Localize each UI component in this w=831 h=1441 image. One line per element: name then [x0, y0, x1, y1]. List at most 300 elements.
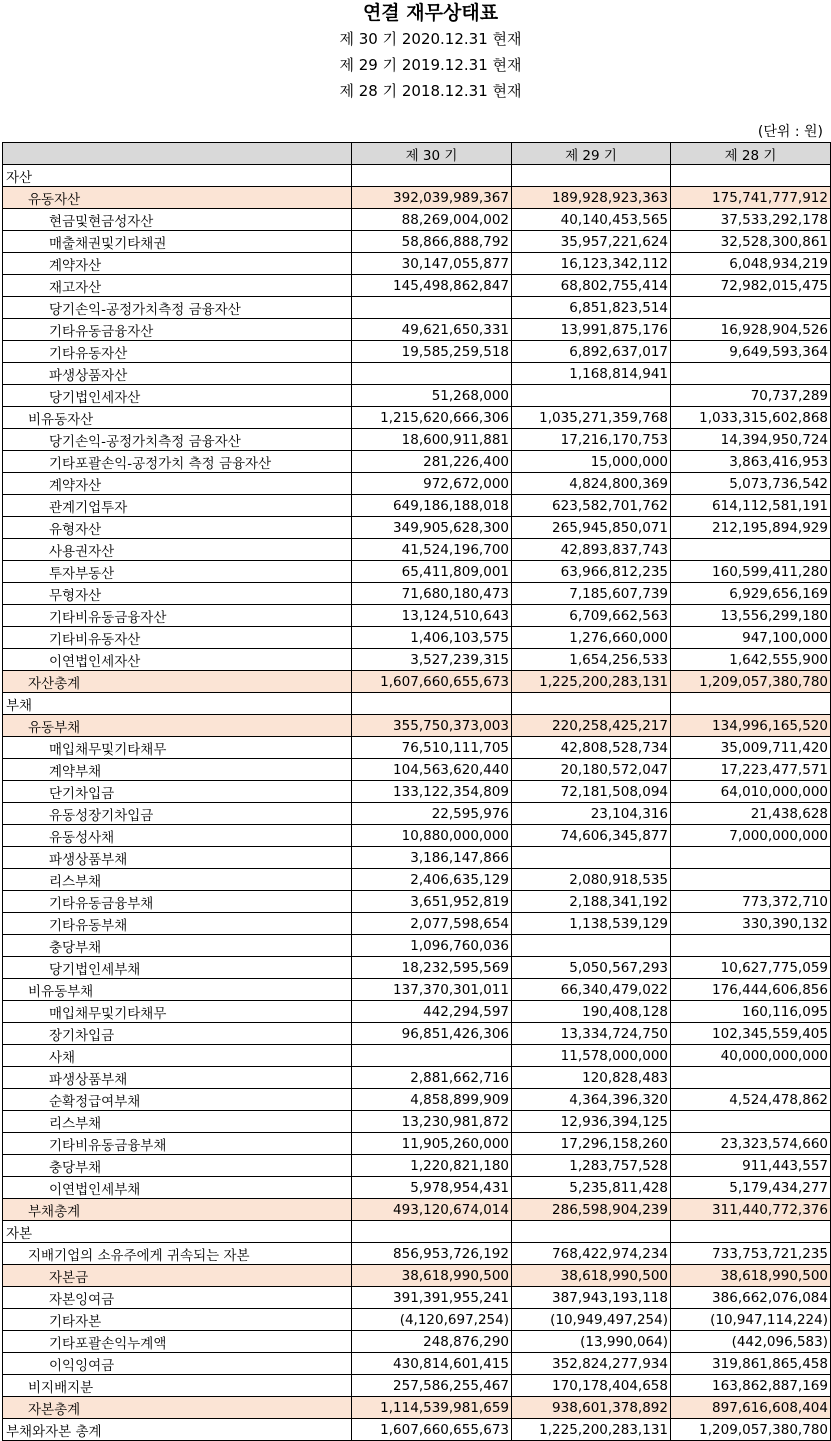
- account-label: 충당부채: [3, 1155, 352, 1177]
- account-label: 유동자산: [3, 187, 352, 209]
- table-row: [3, 627, 831, 649]
- value-period-28: [671, 693, 831, 715]
- value-period-29: 12,936,394,125: [512, 1111, 671, 1133]
- header-period-30: 제 30 기: [352, 143, 512, 165]
- value-period-29: 17,216,170,753: [512, 429, 671, 451]
- value-period-28: 35,009,711,420: [671, 737, 831, 759]
- value-period-30: 493,120,674,014: [352, 1199, 512, 1221]
- account-label: 자본금: [3, 1265, 352, 1287]
- value-period-29: 63,966,812,235: [512, 561, 671, 583]
- account-label: 이연법인세자산: [3, 649, 352, 671]
- value-period-30: 1,215,620,666,306: [352, 407, 512, 429]
- value-period-28: [671, 1221, 831, 1243]
- table-row: [3, 957, 831, 979]
- value-period-28: 14,394,950,724: [671, 429, 831, 451]
- table-row: [3, 693, 831, 715]
- account-label: 파생상품부채: [3, 847, 352, 869]
- value-period-28: 23,323,574,660: [671, 1133, 831, 1155]
- value-period-28: 4,524,478,862: [671, 1089, 831, 1111]
- value-period-28: 614,112,581,191: [671, 495, 831, 517]
- table-row: [3, 1067, 831, 1089]
- value-period-29: (13,990,064): [512, 1331, 671, 1353]
- period-line-29: 제 29 기 2019.12.31 현재: [339, 56, 522, 74]
- table-row: [3, 1353, 831, 1375]
- value-period-28: 134,996,165,520: [671, 715, 831, 737]
- table-row: [3, 253, 831, 275]
- value-period-29: 1,035,271,359,768: [512, 407, 671, 429]
- table-row: [3, 1089, 831, 1111]
- table-row: [3, 385, 831, 407]
- value-period-30: [352, 165, 512, 187]
- value-period-30: 38,618,990,500: [352, 1265, 512, 1287]
- value-period-29: 13,991,875,176: [512, 319, 671, 341]
- value-period-29: 1,168,814,941: [512, 363, 671, 385]
- value-period-28: 13,556,299,180: [671, 605, 831, 627]
- value-period-30: 19,585,259,518: [352, 341, 512, 363]
- value-period-28: 1,209,057,380,780: [671, 671, 831, 693]
- table-row: [3, 803, 831, 825]
- account-label: 투자부동산: [3, 561, 352, 583]
- value-period-30: 96,851,426,306: [352, 1023, 512, 1045]
- table-row: [3, 1265, 831, 1287]
- value-period-30: 1,114,539,981,659: [352, 1397, 512, 1419]
- value-period-28: 21,438,628: [671, 803, 831, 825]
- account-label: 파생상품자산: [3, 363, 352, 385]
- value-period-28: [671, 1111, 831, 1133]
- value-period-30: 1,406,103,575: [352, 627, 512, 649]
- value-period-28: 160,599,411,280: [671, 561, 831, 583]
- value-period-28: 176,444,606,856: [671, 979, 831, 1001]
- account-label: 비유동자산: [3, 407, 352, 429]
- account-label: 매입채무및기타채무: [3, 737, 352, 759]
- value-period-30: 1,096,760,036: [352, 935, 512, 957]
- value-period-28: 897,616,608,404: [671, 1397, 831, 1419]
- account-label: 유동성사채: [3, 825, 352, 847]
- table-row: [3, 715, 831, 737]
- account-label: 기타비유동자산: [3, 627, 352, 649]
- account-label: 기타유동금융자산: [3, 319, 352, 341]
- table-row: [3, 1111, 831, 1133]
- value-period-28: 311,440,772,376: [671, 1199, 831, 1221]
- table-row: [3, 319, 831, 341]
- value-period-29: 5,050,567,293: [512, 957, 671, 979]
- value-period-29: 768,422,974,234: [512, 1243, 671, 1265]
- value-period-28: 175,741,777,912: [671, 187, 831, 209]
- account-label: 매출채권및기타채권: [3, 231, 352, 253]
- value-period-29: 20,180,572,047: [512, 759, 671, 781]
- value-period-30: 71,680,180,473: [352, 583, 512, 605]
- value-period-28: 212,195,894,929: [671, 517, 831, 539]
- value-period-29: 220,258,425,217: [512, 715, 671, 737]
- value-period-29: 6,709,662,563: [512, 605, 671, 627]
- value-period-29: 66,340,479,022: [512, 979, 671, 1001]
- value-period-29: 16,123,342,112: [512, 253, 671, 275]
- value-period-29: 35,957,221,624: [512, 231, 671, 253]
- account-label: 유형자산: [3, 517, 352, 539]
- value-period-30: [352, 363, 512, 385]
- value-period-29: [512, 693, 671, 715]
- table-row: [3, 1287, 831, 1309]
- value-period-30: 1,607,660,655,673: [352, 671, 512, 693]
- account-label: 당기손익-공정가치측정 금융자산: [3, 429, 352, 451]
- account-label: 장기차입금: [3, 1023, 352, 1045]
- table-row: [3, 517, 831, 539]
- value-period-29: 1,138,539,129: [512, 913, 671, 935]
- table-row: [3, 583, 831, 605]
- value-period-30: [352, 693, 512, 715]
- table-row: [3, 1045, 831, 1067]
- value-period-28: 6,929,656,169: [671, 583, 831, 605]
- value-period-29: 6,851,823,514: [512, 297, 671, 319]
- account-label: 비지배지분: [3, 1375, 352, 1397]
- table-row: [3, 1331, 831, 1353]
- value-period-29: 170,178,404,658: [512, 1375, 671, 1397]
- value-period-28: 5,073,736,542: [671, 473, 831, 495]
- value-period-28: 64,010,000,000: [671, 781, 831, 803]
- account-label: 이익잉여금: [3, 1353, 352, 1375]
- value-period-30: 13,230,981,872: [352, 1111, 512, 1133]
- value-period-28: 38,618,990,500: [671, 1265, 831, 1287]
- account-label: 유동성장기차입금: [3, 803, 352, 825]
- account-label: 부채총계: [3, 1199, 352, 1221]
- value-period-30: 1,607,660,655,673: [352, 1419, 512, 1441]
- header-period-29: 제 29 기: [512, 143, 671, 165]
- table-row: [3, 1023, 831, 1045]
- unit-label: (단위 : 원): [757, 124, 823, 140]
- table-row: [3, 913, 831, 935]
- value-period-28: 1,033,315,602,868: [671, 407, 831, 429]
- value-period-30: 137,370,301,011: [352, 979, 512, 1001]
- value-period-30: 13,124,510,643: [352, 605, 512, 627]
- value-period-30: 133,122,354,809: [352, 781, 512, 803]
- value-period-29: 17,296,158,260: [512, 1133, 671, 1155]
- value-period-30: 4,858,899,909: [352, 1089, 512, 1111]
- table-row: [3, 1397, 831, 1419]
- account-label: 무형자산: [3, 583, 352, 605]
- value-period-29: 938,601,378,892: [512, 1397, 671, 1419]
- value-period-30: [352, 297, 512, 319]
- value-period-28: 32,528,300,861: [671, 231, 831, 253]
- value-period-30: 248,876,290: [352, 1331, 512, 1353]
- value-period-28: 1,209,057,380,780: [671, 1419, 831, 1441]
- value-period-30: 5,978,954,431: [352, 1177, 512, 1199]
- account-label: 순확정급여부채: [3, 1089, 352, 1111]
- statement-header: [0, 0, 831, 104]
- table-row: [3, 979, 831, 1001]
- value-period-28: 9,649,593,364: [671, 341, 831, 363]
- value-period-28: 17,223,477,571: [671, 759, 831, 781]
- value-period-28: [671, 869, 831, 891]
- value-period-29: 4,364,396,320: [512, 1089, 671, 1111]
- value-period-30: (4,120,697,254): [352, 1309, 512, 1331]
- value-period-28: 10,627,775,059: [671, 957, 831, 979]
- value-period-28: 163,862,887,169: [671, 1375, 831, 1397]
- table-row: [3, 209, 831, 231]
- value-period-30: 2,077,598,654: [352, 913, 512, 935]
- table-row: [3, 649, 831, 671]
- table-row: [3, 473, 831, 495]
- value-period-29: 2,080,918,535: [512, 869, 671, 891]
- period-line-28: 제 28 기 2018.12.31 현재: [339, 82, 522, 100]
- value-period-28: 947,100,000: [671, 627, 831, 649]
- table-row: [3, 671, 831, 693]
- value-period-30: 391,391,955,241: [352, 1287, 512, 1309]
- value-period-29: 7,185,607,739: [512, 583, 671, 605]
- value-period-28: [671, 847, 831, 869]
- account-label: 재고자산: [3, 275, 352, 297]
- value-period-30: 649,186,188,018: [352, 495, 512, 517]
- value-period-28: 102,345,559,405: [671, 1023, 831, 1045]
- value-period-30: 972,672,000: [352, 473, 512, 495]
- value-period-29: 265,945,850,071: [512, 517, 671, 539]
- value-period-29: 1,283,757,528: [512, 1155, 671, 1177]
- value-period-28: 5,179,434,277: [671, 1177, 831, 1199]
- value-period-28: 72,982,015,475: [671, 275, 831, 297]
- account-label: 당기법인세자산: [3, 385, 352, 407]
- table-row: [3, 869, 831, 891]
- value-period-29: 190,408,128: [512, 1001, 671, 1023]
- account-label: 사용권자산: [3, 539, 352, 561]
- value-period-28: [671, 539, 831, 561]
- account-label: 계약자산: [3, 473, 352, 495]
- value-period-30: 3,527,239,315: [352, 649, 512, 671]
- value-period-30: 41,524,196,700: [352, 539, 512, 561]
- value-period-30: 18,600,911,881: [352, 429, 512, 451]
- value-period-30: 88,269,004,002: [352, 209, 512, 231]
- period-line-30: 제 30 기 2020.12.31 현재: [339, 30, 522, 48]
- table-row: [3, 891, 831, 913]
- table-row: [3, 187, 831, 209]
- account-label: 기타비유동금융부채: [3, 1133, 352, 1155]
- value-period-28: 911,443,557: [671, 1155, 831, 1177]
- account-label: 자산총계: [3, 671, 352, 693]
- value-period-30: 51,268,000: [352, 385, 512, 407]
- value-period-29: 72,181,508,094: [512, 781, 671, 803]
- table-row: [3, 1243, 831, 1265]
- table-row: [3, 935, 831, 957]
- value-period-29: 1,225,200,283,131: [512, 671, 671, 693]
- account-label: 기타자본: [3, 1309, 352, 1331]
- value-period-28: 40,000,000,000: [671, 1045, 831, 1067]
- value-period-28: 1,642,555,900: [671, 649, 831, 671]
- table-row: [3, 341, 831, 363]
- table-row: [3, 539, 831, 561]
- account-label: 기타유동부채: [3, 913, 352, 935]
- value-period-28: 37,533,292,178: [671, 209, 831, 231]
- table-row: [3, 781, 831, 803]
- value-period-29: [512, 165, 671, 187]
- value-period-29: 1,225,200,283,131: [512, 1419, 671, 1441]
- statement-title: 연결 재무상태표: [362, 2, 499, 24]
- value-period-28: [671, 297, 831, 319]
- value-period-29: 13,334,724,750: [512, 1023, 671, 1045]
- account-label: 자본: [3, 1221, 352, 1243]
- value-period-30: 442,294,597: [352, 1001, 512, 1023]
- value-period-29: 38,618,990,500: [512, 1265, 671, 1287]
- value-period-29: [512, 847, 671, 869]
- value-period-28: 319,861,865,458: [671, 1353, 831, 1375]
- table-row: [3, 275, 831, 297]
- value-period-30: 257,586,255,467: [352, 1375, 512, 1397]
- value-period-29: 68,802,755,414: [512, 275, 671, 297]
- value-period-30: 3,186,147,866: [352, 847, 512, 869]
- account-label: 부채: [3, 693, 352, 715]
- account-label: 자산: [3, 165, 352, 187]
- table-row: [3, 429, 831, 451]
- table-row: [3, 1309, 831, 1331]
- value-period-30: 76,510,111,705: [352, 737, 512, 759]
- table-row: [3, 1001, 831, 1023]
- value-period-29: 5,235,811,428: [512, 1177, 671, 1199]
- value-period-29: 623,582,701,762: [512, 495, 671, 517]
- account-label: 부채와자본 총계: [3, 1419, 352, 1441]
- value-period-30: 10,880,000,000: [352, 825, 512, 847]
- table-row: [3, 1133, 831, 1155]
- table-row: [3, 825, 831, 847]
- table-row: [3, 451, 831, 473]
- value-period-29: 74,606,345,877: [512, 825, 671, 847]
- account-label: 기타비유동금융자산: [3, 605, 352, 627]
- value-period-30: 11,905,260,000: [352, 1133, 512, 1155]
- value-period-28: 3,863,416,953: [671, 451, 831, 473]
- account-label: 현금및현금성자산: [3, 209, 352, 231]
- account-label: 기타포괄손익누계액: [3, 1331, 352, 1353]
- value-period-28: (10,947,114,224): [671, 1309, 831, 1331]
- table-row: [3, 1155, 831, 1177]
- value-period-30: 18,232,595,569: [352, 957, 512, 979]
- value-period-29: 1,654,256,533: [512, 649, 671, 671]
- value-period-28: 16,928,904,526: [671, 319, 831, 341]
- account-label: 기타포괄손익-공정가치 측정 금융자산: [3, 451, 352, 473]
- account-label: 충당부채: [3, 935, 352, 957]
- table-row: [3, 495, 831, 517]
- value-period-29: [512, 1221, 671, 1243]
- table-row: [3, 1177, 831, 1199]
- value-period-28: [671, 935, 831, 957]
- value-period-29: 11,578,000,000: [512, 1045, 671, 1067]
- value-period-30: 2,406,635,129: [352, 869, 512, 891]
- account-label: 자본잉여금: [3, 1287, 352, 1309]
- table-row: [3, 1419, 831, 1441]
- account-label: 자본총계: [3, 1397, 352, 1419]
- value-period-28: 7,000,000,000: [671, 825, 831, 847]
- table-row: [3, 847, 831, 869]
- value-period-28: [671, 1067, 831, 1089]
- table-row: [3, 231, 831, 253]
- account-label: 사채: [3, 1045, 352, 1067]
- account-label: 관계기업투자: [3, 495, 352, 517]
- value-period-29: 2,188,341,192: [512, 891, 671, 913]
- value-period-28: [671, 165, 831, 187]
- table-row: [3, 1375, 831, 1397]
- value-period-29: 42,808,528,734: [512, 737, 671, 759]
- balance-sheet-table: [2, 142, 831, 1441]
- value-period-30: 49,621,650,331: [352, 319, 512, 341]
- value-period-29: [512, 935, 671, 957]
- value-period-29: 189,928,923,363: [512, 187, 671, 209]
- value-period-30: 104,563,620,440: [352, 759, 512, 781]
- table-row: [3, 561, 831, 583]
- value-period-29: 4,824,800,369: [512, 473, 671, 495]
- value-period-28: 773,372,710: [671, 891, 831, 913]
- table-row: [3, 759, 831, 781]
- value-period-30: 349,905,628,300: [352, 517, 512, 539]
- value-period-30: 392,039,989,367: [352, 187, 512, 209]
- account-label: 당기법인세부채: [3, 957, 352, 979]
- table-row: [3, 297, 831, 319]
- table-row: [3, 363, 831, 385]
- value-period-30: 65,411,809,001: [352, 561, 512, 583]
- value-period-29: 15,000,000: [512, 451, 671, 473]
- value-period-28: 70,737,289: [671, 385, 831, 407]
- value-period-29: 23,104,316: [512, 803, 671, 825]
- table-header-row: [3, 143, 831, 165]
- account-label: 매입채무및기타채무: [3, 1001, 352, 1023]
- account-label: 기타유동금융부채: [3, 891, 352, 913]
- account-label: 당기손익-공정가치측정 금융자산: [3, 297, 352, 319]
- header-account: [3, 143, 352, 165]
- account-label: 유동부채: [3, 715, 352, 737]
- value-period-29: 387,943,193,118: [512, 1287, 671, 1309]
- value-period-29: 6,892,637,017: [512, 341, 671, 363]
- value-period-28: (442,096,583): [671, 1331, 831, 1353]
- value-period-29: (10,949,497,254): [512, 1309, 671, 1331]
- table-row: [3, 605, 831, 627]
- value-period-30: 30,147,055,877: [352, 253, 512, 275]
- value-period-28: 733,753,721,235: [671, 1243, 831, 1265]
- value-period-30: 1,220,821,180: [352, 1155, 512, 1177]
- value-period-28: 330,390,132: [671, 913, 831, 935]
- value-period-29: 1,276,660,000: [512, 627, 671, 649]
- account-label: 계약자산: [3, 253, 352, 275]
- account-label: 리스부채: [3, 869, 352, 891]
- account-label: 단기차입금: [3, 781, 352, 803]
- table-row: [3, 737, 831, 759]
- table-row: [3, 1221, 831, 1243]
- value-period-30: [352, 1045, 512, 1067]
- table-row: [3, 165, 831, 187]
- value-period-29: 40,140,453,565: [512, 209, 671, 231]
- value-period-29: 286,598,904,239: [512, 1199, 671, 1221]
- value-period-28: 386,662,076,084: [671, 1287, 831, 1309]
- table-row: [3, 1199, 831, 1221]
- account-label: 지배기업의 소유주에게 귀속되는 자본: [3, 1243, 352, 1265]
- account-label: 이연법인세부채: [3, 1177, 352, 1199]
- value-period-30: 856,953,726,192: [352, 1243, 512, 1265]
- value-period-30: [352, 1221, 512, 1243]
- value-period-29: 352,824,277,934: [512, 1353, 671, 1375]
- value-period-30: 430,814,601,415: [352, 1353, 512, 1375]
- value-period-30: 355,750,373,003: [352, 715, 512, 737]
- value-period-30: 22,595,976: [352, 803, 512, 825]
- value-period-29: [512, 385, 671, 407]
- value-period-30: 3,651,952,819: [352, 891, 512, 913]
- value-period-28: [671, 363, 831, 385]
- value-period-29: 120,828,483: [512, 1067, 671, 1089]
- value-period-28: 160,116,095: [671, 1001, 831, 1023]
- value-period-30: 145,498,862,847: [352, 275, 512, 297]
- account-label: 기타유동자산: [3, 341, 352, 363]
- account-label: 비유동부채: [3, 979, 352, 1001]
- value-period-29: 42,893,837,743: [512, 539, 671, 561]
- value-period-28: 6,048,934,219: [671, 253, 831, 275]
- value-period-30: 58,866,888,792: [352, 231, 512, 253]
- header-period-28: 제 28 기: [671, 143, 831, 165]
- account-label: 파생상품부채: [3, 1067, 352, 1089]
- account-label: 리스부채: [3, 1111, 352, 1133]
- value-period-30: 2,881,662,716: [352, 1067, 512, 1089]
- account-label: 계약부채: [3, 759, 352, 781]
